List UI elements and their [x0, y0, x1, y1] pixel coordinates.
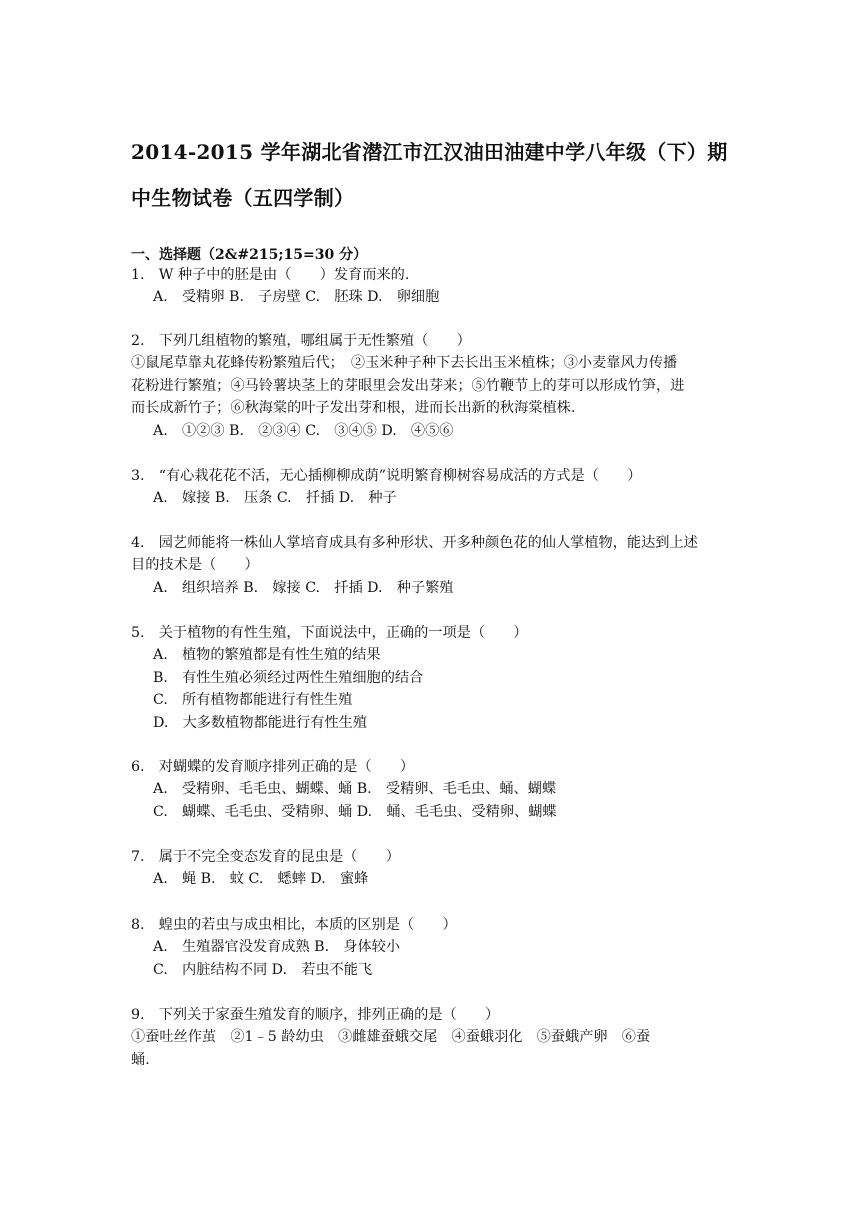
- question-9: [131, 1004, 731, 1071]
- answer-options: B. 有性生殖必须经过两性生殖细胞的结合: [153, 669, 424, 686]
- question-stem-line: 而长成新竹子；⑥秋海棠的叶子发出芽和根，进而长出新的秋海棠植株.: [131, 400, 576, 417]
- question-7: [131, 846, 731, 891]
- question-stem-line: 8. 蝗虫的若虫与成虫相比，本质的区别是（ ）: [131, 917, 457, 933]
- question-5: [131, 622, 731, 734]
- answer-options: A. ①②③ B. ②③④ C. ③④⑤ D. ④⑤⑥: [153, 422, 454, 439]
- answer-options: A. 受精卵 B. 子房壁 C. 胚珠 D. 卵细胞: [153, 289, 440, 306]
- answer-options: A. 生殖器官没发育成熟 B. 身体较小: [153, 939, 401, 956]
- answer-options: D. 大多数植物都能进行有性生殖: [153, 714, 368, 731]
- title-line-2: 中生物试卷（五四学制）: [131, 186, 355, 210]
- section-heading: 一、选择题（2&#215;15=30 分）: [131, 247, 368, 263]
- question-1: [131, 264, 731, 309]
- question-4: [131, 532, 731, 599]
- answer-options: C. 所有植物都能进行有性生殖: [153, 692, 353, 709]
- answer-options: C. 内脏结构不同 D. 若虫不能飞: [153, 961, 373, 978]
- question-stem-line: 蛹.: [131, 1051, 150, 1068]
- answer-options: C. 蝴蝶、毛毛虫、受精卵、蛹 D. 蛹、毛毛虫、受精卵、蝴蝶: [153, 803, 557, 820]
- question-stem-line: 9. 下列关于家蚕生殖发育的顺序，排列正确的是（ ）: [131, 1007, 500, 1023]
- question-stem-line: 1. W 种子中的胚是由（ ）发育而来的.: [131, 267, 410, 283]
- question-stem-line: 3. “有心栽花花不活，无心插柳柳成荫”说明繁育柳树容易成活的方式是（ ）: [131, 468, 642, 484]
- answer-options: A. 嫁接 B. 压条 C. 扦插 D. 种子: [153, 490, 397, 507]
- question-stem-line: 5. 关于植物的有性生殖，下面说法中，正确的一项是（ ）: [131, 625, 528, 641]
- question-6: [131, 756, 731, 823]
- document-title: [131, 129, 741, 221]
- question-stem-line: ①蚕吐丝作茧 ②1﹣5 龄幼虫 ③雌雄蚕蛾交尾 ④蚕蛾羽化 ⑤蚕蛾产卵 ⑥蚕: [131, 1029, 651, 1046]
- question-stem-line: 6. 对蝴蝶的发育顺序排列正确的是（ ）: [131, 759, 415, 775]
- question-stem-line: 7. 属于不完全变态发育的昆虫是（ ）: [131, 849, 400, 865]
- question-stem-line: 花粉进行繁殖；④马铃薯块茎上的芽眼里会发出芽来；⑤竹鞭节上的芽可以形成竹笋，进: [131, 377, 685, 394]
- title-line-1: 2014-2015 学年湖北省潜江市江汉油田油建中学八年级（下）期: [131, 140, 728, 164]
- answer-options: A. 受精卵、毛毛虫、蝴蝶、蛹 B. 受精卵、毛毛虫、蛹、蝴蝶: [153, 781, 557, 798]
- question-stem-line: 2. 下列几组植物的繁殖，哪组属于无性繁殖（ ）: [131, 333, 471, 349]
- answer-options: A. 植物的繁殖都是有性生殖的结果: [153, 647, 381, 664]
- question-2: [131, 330, 731, 442]
- question-stem-line: 4. 园艺师能将一株仙人掌培育成具有多种形状、开多种颜色花的仙人掌植物，能达到上述: [131, 535, 698, 551]
- answer-options: A. 蝇 B. 蚊 C. 蟋蟀 D. 蜜蜂: [153, 871, 369, 888]
- question-3: [131, 465, 731, 510]
- question-stem-line: 目的技术是（ ）: [131, 557, 259, 574]
- question-stem-line: ①鼠尾草靠丸花蜂传粉繁殖后代； ②玉米种子种下去长出玉米植株；③小麦靠风力传播: [131, 355, 678, 372]
- question-8: [131, 914, 731, 981]
- answer-options: A. 组织培养 B. 嫁接 C. 扦插 D. 种子繁殖: [153, 579, 454, 596]
